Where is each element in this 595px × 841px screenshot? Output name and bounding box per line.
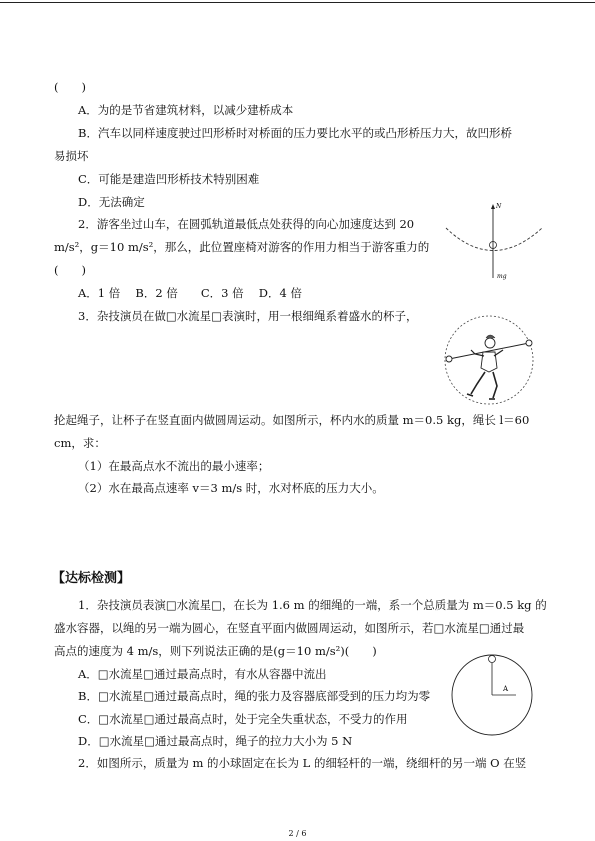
header-rule: [0, 2, 595, 3]
section-heading: 【达标检测】: [52, 571, 131, 586]
roller-coaster-force-diagram: [438, 198, 550, 288]
water-meteor-performer-figure: [437, 310, 541, 410]
normal-force-arrow: [491, 204, 495, 209]
test-q1-option-b: B．□水流星□通过最高点时，绳的张力及容器底部受到的压力均为零: [78, 689, 431, 703]
q2-answer-paren: ( ): [54, 263, 86, 277]
test-q1-option-c: C．□水流星□通过最高点时，处于完全失重状态，不受力的作用: [78, 712, 408, 726]
normal-force-label: N: [496, 203, 502, 210]
gravity-force-label: mg: [497, 273, 507, 280]
container-marker: [489, 656, 496, 663]
track-arc: [446, 228, 542, 251]
test-q1-option-d: D．□水流星□通过最高点时，绳子的拉力大小为 5 N: [78, 734, 353, 748]
question-1-answer-paren: ( ): [54, 80, 86, 94]
cup-left: [446, 356, 452, 362]
q1-option-d: D．无法确定: [78, 195, 145, 209]
q2-stem-cont: m/s²，g＝10 m/s²，那么，此位置座椅对游客的作用力相当于游客重力的: [54, 240, 430, 254]
cup-right: [526, 340, 532, 346]
q3-stem: 3．杂技演员在做□水流星□表演时，用一根细绳系着盛水的杯子，: [78, 309, 418, 323]
q3-stem-cont2: cm，求：: [54, 436, 106, 450]
q1-option-b-cont: 易损坏: [54, 149, 89, 163]
q1-option-c: C．可能是建造凹形桥技术特别困难: [78, 172, 260, 186]
q3-part-2: （2）水在最高点速率 v＝3 m/s 时，水对杯底的压力大小。: [78, 481, 384, 495]
page-number: 2 / 6: [288, 829, 307, 838]
test-q1-stem: 1．杂技演员表演□水流星□，在长为 1.6 m 的细绳的一端，系一个总质量为 m＝0.5 kg 的: [78, 598, 547, 612]
q3-part-1: （1）在最高点水不流出的最小速率；: [78, 459, 270, 473]
q1-option-a: A．为的是节省建筑材料，以减少建桥成本: [78, 103, 294, 117]
q2-options: A．1 倍 B．2 倍 C．3 倍 D．4 倍: [78, 286, 302, 300]
test-q1-stem-cont2: 高点的速度为 4 m/s，则下列说法正确的是(g＝10 m/s²)( ): [54, 644, 377, 658]
vertical-circle-figure: [450, 650, 540, 740]
performer-head: [485, 338, 495, 348]
test-q1-stem-cont: 盛水容器，以绳的另一端为圆心，在竖直平面内做圆周运动，如图所示，若□水流星□通过最: [54, 621, 525, 635]
q1-option-b: B．汽车以同样速度驶过凹形桥时对桥面的压力要比水平的或凸形桥压力大，故凹形桥: [78, 126, 512, 140]
q3-stem-cont: 抡起绳子，让杯子在竖直面内做圆周运动。如图所示，杯内水的质量 m＝0.5 kg，绳长 l＝60: [54, 413, 530, 427]
q2-stem: 2．游客坐过山车，在圆弧轨道最低点处获得的向心加速度达到 20: [78, 217, 415, 231]
test-q1-option-a: A．□水流星□通过最高点时，有水从容器中流出: [78, 667, 327, 681]
point-label: A: [503, 685, 509, 693]
test-q2-stem: 2．如图所示，质量为 m 的小球固定在长为 L 的细轻杆的一端，绕细杆的另一端 O 在竖: [78, 756, 527, 770]
